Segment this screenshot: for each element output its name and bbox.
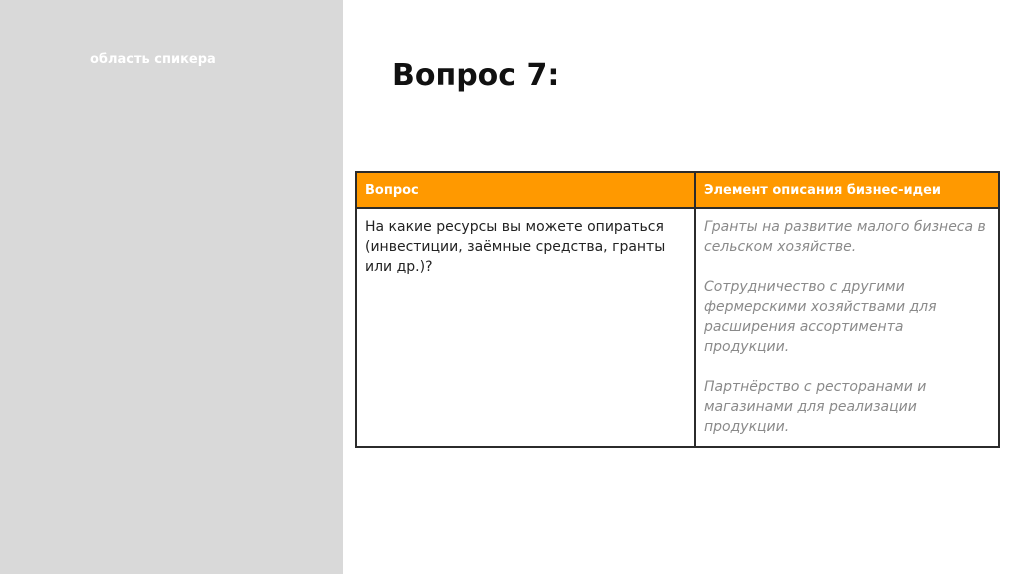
speaker-area-label: область спикера xyxy=(90,52,216,67)
question-cell xyxy=(356,208,695,447)
question-table xyxy=(355,171,1000,448)
slide-title: Вопрос 7: xyxy=(392,58,560,93)
table-header-row xyxy=(356,172,999,208)
speaker-area xyxy=(0,0,343,574)
element-cell xyxy=(695,208,999,447)
table-row xyxy=(356,208,999,447)
element-item: Партнёрство с ресторанами и магазинами для реализации продукции. xyxy=(704,379,927,435)
question-text: На какие ресурсы вы можете опираться (инвестиции, заёмные средства, гранты или др.)? xyxy=(365,219,666,275)
header-question: Вопрос xyxy=(356,172,695,208)
header-element: Элемент описания бизнес-идеи xyxy=(695,172,999,208)
element-item: Сотрудничество с другими фермерскими хозяйствами для расширения ассортимента продукции. xyxy=(704,279,937,355)
element-item: Гранты на развитие малого бизнеса в сельском хозяйстве. xyxy=(704,219,986,255)
